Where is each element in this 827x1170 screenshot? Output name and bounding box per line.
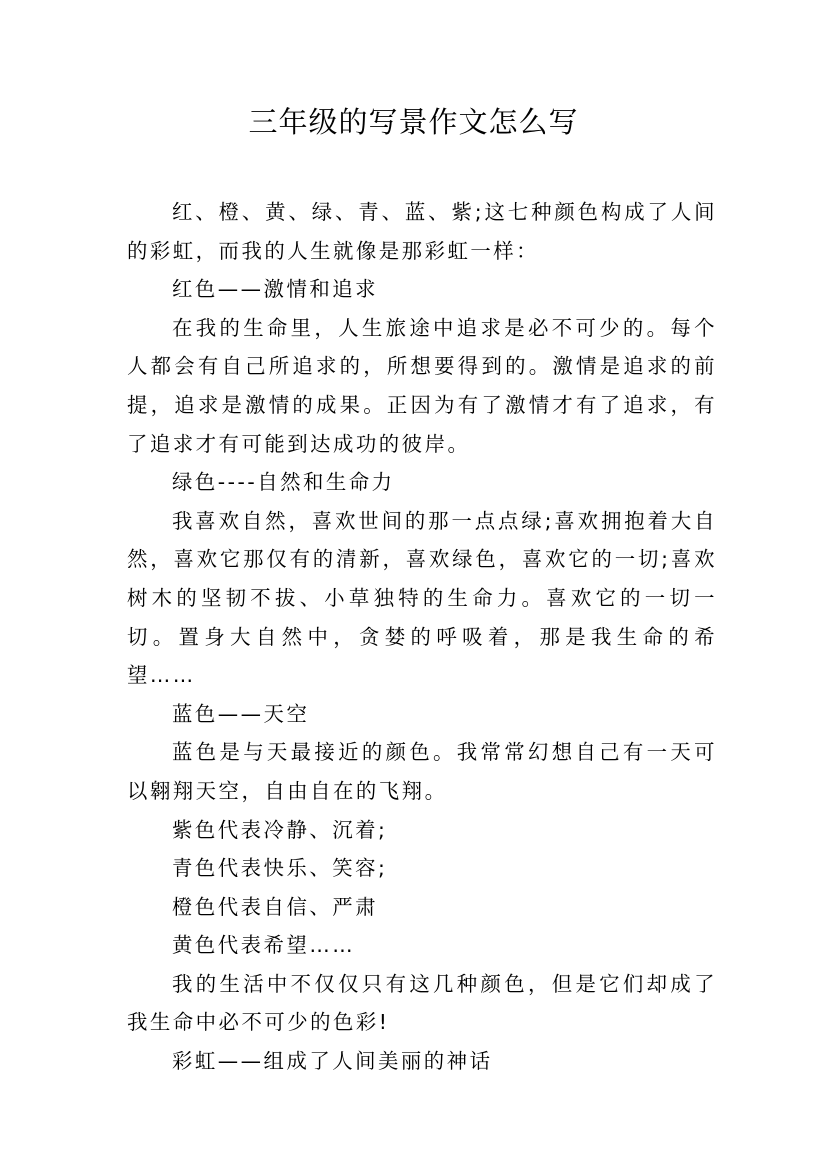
paragraph-green: 我喜欢自然，喜欢世间的那一点点绿;喜欢拥抱着大自然，喜欢它那仅有的清新，喜欢绿色，喜欢它的一切;喜欢树木的坚韧不拔、小草独特的生命力。喜欢它的一切一切。置身大自然中，贪婪的呼吸着，那是我生命的希望…… [127,508,717,688]
paragraph-life: 我的生活中不仅仅只有这几种颜色，但是它们却成了我生命中必不可少的色彩! [127,971,717,1035]
heading-blue: 蓝色——天空 [172,701,310,726]
line-purple: 紫色代表冷静、沉着; [172,817,388,842]
paragraph-intro: 红、橙、黄、绿、青、蓝、紫;这七种颜色构成了人间的彩虹，而我的人生就像是那彩虹一样： [127,200,717,263]
line-cyan: 青色代表快乐、笑容; [172,856,388,881]
line-orange: 橙色代表自信、严肃 [172,894,379,919]
line-yellow: 黄色代表希望…… [172,933,356,958]
paragraph-blue: 蓝色是与天最接近的颜色。我常常幻想自己有一天可以翱翔天空，自由自在的飞翔。 [127,740,717,803]
heading-red: 红色——激情和追求 [172,277,379,302]
document-body [127,193,717,1081]
heading-green: 绿色----自然和生命力 [172,470,395,495]
document-title: 三年级的写景作文怎么写 [248,105,579,139]
heading-rainbow: 彩虹——组成了人间美丽的神话 [172,1049,493,1074]
paragraph-red: 在我的生命里，人生旅途中追求是必不可少的。每个人都会有自己所追求的，所想要得到的。激情是追求的前提，追求是激情的成果。正因为有了激情才有了追求，有了追求才有可能到达成功的彼岸。 [127,315,717,456]
